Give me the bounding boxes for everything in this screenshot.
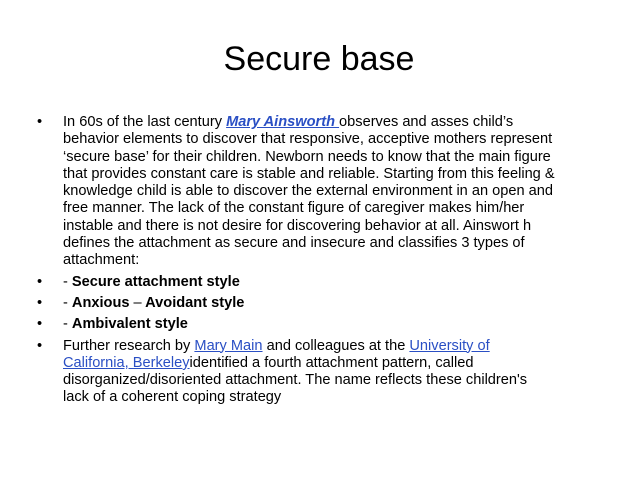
bullet-list	[37, 114, 557, 411]
bullet-icon: •	[37, 114, 43, 130]
mary-main-link[interactable]: Mary Main	[194, 337, 263, 354]
secure-style-text: Secure attachment style	[71, 273, 240, 290]
intro-text-rest: observes and asses child’s behavior elements to discover that responsive, acceptive mothers represent ‘secure base’ for their children. Newborn needs to know that the main figure that provides constant care is stable and reliable. Starting from this feeling & knowledge child is able to discover the external environment in an open and free manner. The lack of the constant figure of caregiver makes him/her instable and there is not desire for discovering behavior at all. Ainswort h defines the attachment as secure and insecure and classifies 3 types of attachment:	[63, 114, 555, 269]
mary-ainsworth-link[interactable]: Mary Ainsworth	[226, 114, 340, 130]
research-text-start: Further research by	[63, 337, 195, 354]
bullet-item-ambivalent	[37, 316, 557, 333]
intro-text-start: In 60s of the last century	[63, 114, 227, 130]
bullet-icon: •	[37, 273, 43, 290]
anxious-dash: –	[133, 294, 142, 311]
anxious-prefix: -	[63, 294, 72, 311]
bullet-item-secure	[37, 274, 557, 291]
research-text-end: identified a fourth attachment pattern, called disorganized/disoriented attachment. The name reflects these children's lack of a coherent coping strategy	[63, 354, 528, 406]
bullet-icon: •	[37, 294, 43, 311]
uc-berkeley-link[interactable]: University of California, Berkeley	[63, 337, 490, 371]
ambivalent-prefix: -	[63, 316, 72, 333]
research-text-middle: and colleagues at the	[262, 337, 410, 354]
secure-prefix: -	[63, 273, 72, 290]
bullet-icon: •	[37, 337, 43, 354]
bullet-item-anxious	[37, 295, 557, 312]
bullet-item-intro	[37, 114, 557, 270]
ambivalent-text: Ambivalent style	[71, 316, 188, 333]
slide-title: Secure base	[223, 40, 415, 78]
avoidant-text: Avoidant style	[141, 294, 245, 311]
anxious-text: Anxious	[71, 294, 134, 311]
bullet-item-further-research	[37, 338, 557, 407]
bullet-icon: •	[37, 316, 43, 333]
